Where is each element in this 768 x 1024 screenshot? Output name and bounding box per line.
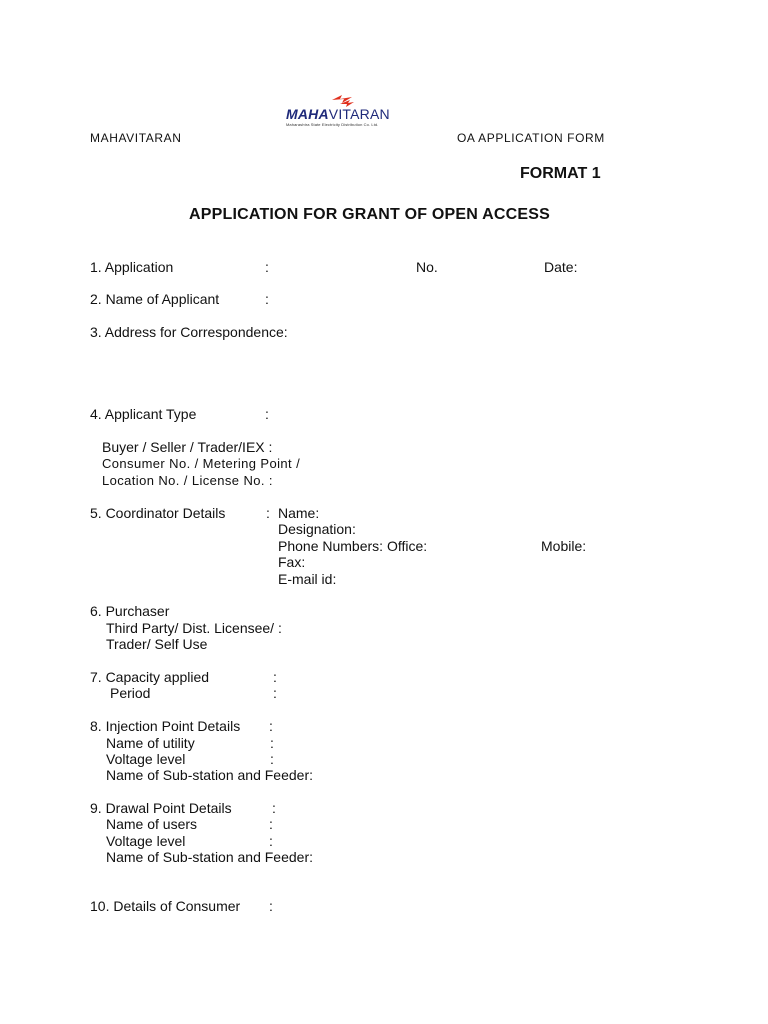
applicant-type-line1: Buyer / Seller / Trader/IEX :	[102, 439, 273, 455]
coordinator-name-label: Name:	[278, 505, 320, 521]
name-of-applicant-colon: :	[265, 291, 269, 307]
application-no-label: No.	[416, 259, 438, 275]
address-label: 3. Address for Correspondence:	[90, 324, 288, 340]
capacity-label: 7. Capacity applied	[90, 669, 210, 685]
capacity-colon: :	[273, 669, 277, 685]
drawal-colon: :	[272, 800, 276, 816]
application-colon: :	[265, 259, 269, 275]
injection-voltage-label: Voltage level	[106, 751, 186, 767]
drawal-voltage-label: Voltage level	[106, 833, 186, 849]
injection-colon: :	[269, 718, 273, 734]
application-date-label: Date:	[544, 259, 578, 275]
mahavitaran-logo	[286, 94, 398, 128]
logo-vitaran: VITARAN	[328, 106, 390, 122]
format-label: FORMAT 1	[520, 165, 601, 182]
drawal-substation-label: Name of Sub-station and Feeder:	[106, 849, 314, 865]
drawal-users-colon: :	[269, 816, 273, 832]
consumer-colon: :	[269, 898, 273, 914]
logo-wordmark	[286, 106, 390, 122]
purchaser-label: 6. Purchaser	[90, 603, 170, 619]
name-of-applicant-label: 2. Name of Applicant	[90, 291, 220, 307]
coordinator-colon: :	[266, 505, 270, 521]
coordinator-phone-label: Phone Numbers: Office:	[278, 538, 428, 554]
applicant-type-label: 4. Applicant Type	[90, 406, 197, 422]
header-right: OA APPLICATION FORM	[457, 131, 605, 145]
applicant-type-colon: :	[265, 406, 269, 422]
coordinator-fax-label: Fax:	[278, 554, 306, 570]
injection-utility-colon: :	[270, 735, 274, 751]
logo-maha: MAHA	[286, 106, 329, 122]
period-label: Period	[110, 685, 151, 701]
purchaser-line2: Trader/ Self Use	[106, 636, 208, 652]
header-left: MAHAVITARAN	[90, 131, 182, 145]
injection-utility-label: Name of utility	[106, 735, 195, 751]
applicant-type-line3: Location No. / License No. :	[102, 473, 273, 488]
drawal-users-label: Name of users	[106, 816, 198, 832]
logo-tagline: Maharashtra State Electricity Distribution Co. Ltd.	[286, 122, 379, 127]
purchaser-line1: Third Party/ Dist. Licensee/ :	[106, 620, 282, 636]
applicant-type-line2: Consumer No. / Metering Point /	[102, 456, 301, 471]
coordinator-email-label: E-mail id:	[278, 571, 337, 587]
injection-label: 8. Injection Point Details	[90, 718, 241, 734]
drawal-label: 9. Drawal Point Details	[90, 800, 232, 816]
application-label: 1. Application	[90, 259, 174, 275]
coordinator-label: 5. Coordinator Details	[90, 505, 226, 521]
drawal-voltage-colon: :	[269, 833, 273, 849]
injection-voltage-colon: :	[270, 751, 274, 767]
period-colon: :	[273, 685, 277, 701]
injection-substation-label: Name of Sub-station and Feeder:	[106, 767, 314, 783]
coordinator-mobile-label: Mobile:	[541, 538, 587, 554]
consumer-label: 10. Details of Consumer	[90, 898, 241, 914]
coordinator-designation-label: Designation:	[278, 521, 356, 537]
form-title: APPLICATION FOR GRANT OF OPEN ACCESS	[189, 206, 550, 223]
